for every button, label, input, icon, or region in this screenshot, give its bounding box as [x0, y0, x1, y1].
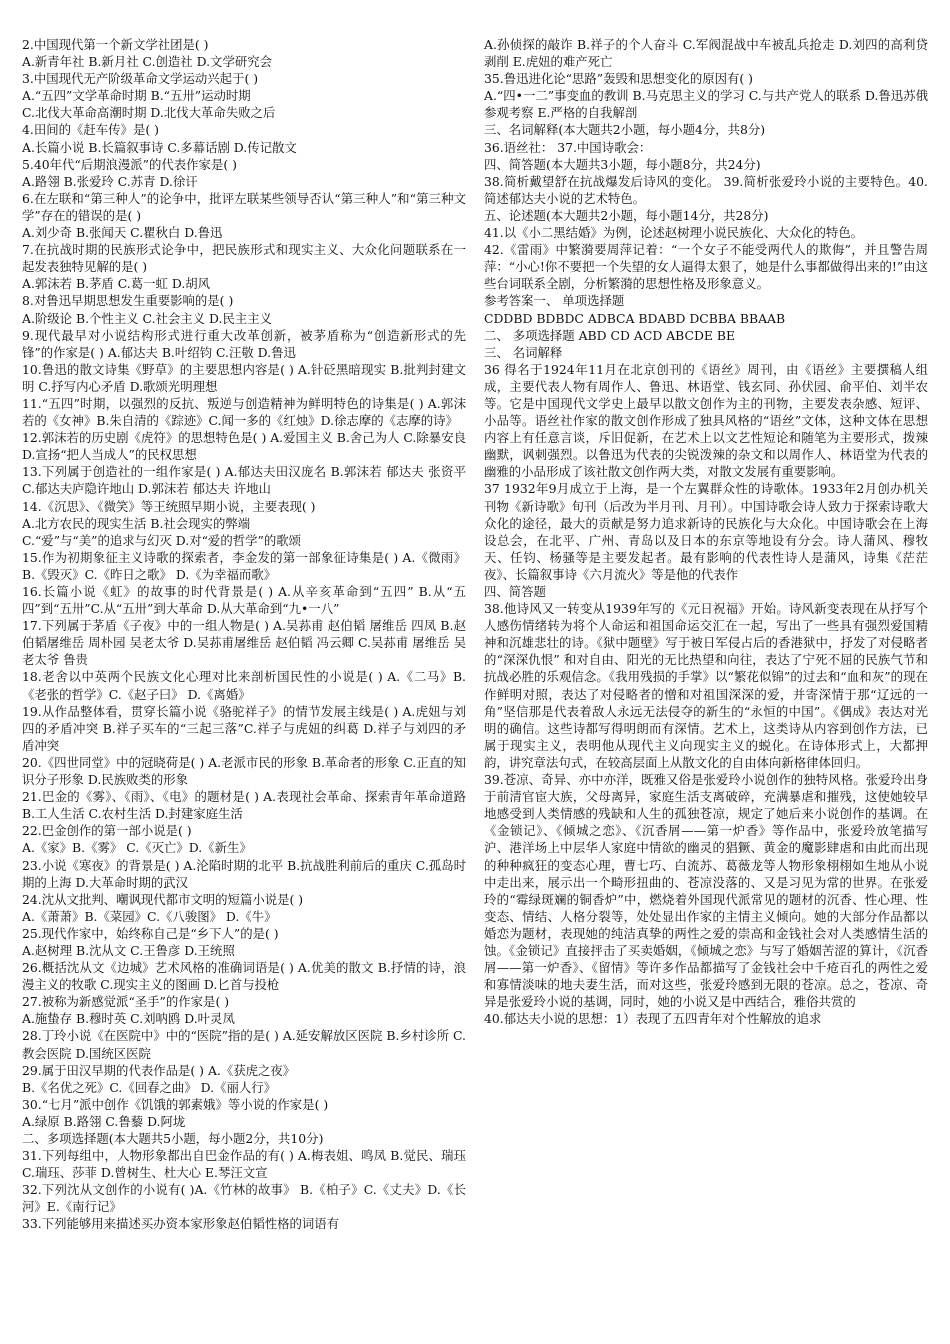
left-column-paragraph: 17.下列属于茅盾《子夜》中的一组人物是( ) A.吴荪甫 赵伯韬 屠维岳 四凤 B.赵伯韬屠维岳 周朴园 吴老太爷 D.吴荪甫屠维岳 赵伯韬 冯云卿 C.吴荪甫 屠维岳 吴老太爷 鲁贵: [22, 618, 466, 668]
right-column-paragraph: 38.简析戴望舒在抗战爆发后诗风的变化。 39.简析张爱玲小说的主要特色。40.简述郁达夫小说的艺术特色。: [484, 173, 928, 206]
left-column-paragraph: 二、多项选择题(本大题共5小题，每小题2分，共10分): [22, 1131, 324, 1146]
right-column-paragraph: 36 得名于1924年11月在北京创刊的《语丝》周刊，由《语丝》主要撰稿人组成，主要代表人物有周作人、鲁迅、林语堂、钱玄同、孙伏园、俞平伯、刘半农等。它是中国现代文学史上最早以散文创作为主的刊物，主要发表杂感、短评、小品等。语丝社作家的散文创作形成了独具风格的“语丝”文体，这种文体在思想内容上有任意言谈，斥旧促新，在艺术上以文艺性短论和随笔为主要形式，拨辣幽默，讽刺强烈。以鲁迅为代表的尖锐泼辣的杂文和以周作人、林语堂为代表的幽雅的小品形成了该社散文创作两大类，对散文发展有重要影响。: [484, 361, 928, 480]
left-column-paragraph: 21.巴金的《雾》、《雨》、《电》的题材是( ) A.表现社会革命、探索青年革命道路 B.工人生活 C.农村生活 D.封建家庭生活: [22, 789, 466, 822]
left-column-paragraph: 33.下列能够用来描述买办资本家形象赵伯韬性格的词语有: [22, 1216, 340, 1232]
left-column-paragraph: C.“爱”与“美”的追求与幻灭 D.对“爱的哲学”的歌颂: [22, 532, 301, 548]
left-column-paragraph: 24.沈从文批判、嘲讽现代都市文明的短篇小说是( ): [22, 891, 304, 907]
right-column: [484, 36, 928, 1336]
left-column-paragraph: A.刘少奇 B.张闻天 C.瞿秋白 D.鲁迅: [22, 225, 223, 241]
left-column-paragraph: A.《家》B.《雾》 C.《灭亡》D.《新生》: [22, 840, 252, 856]
left-column-paragraph: A.郭沫若 B.茅盾 C.葛一虹 D.胡风: [22, 276, 211, 292]
left-column-paragraph: A.《萧萧》B.《菜园》C.《八骏图》 D.《牛》: [22, 908, 277, 924]
right-column-paragraph: 41.以《小二黑结婚》为例，论述赵树理小说民族化、大众化的特色。: [484, 225, 864, 241]
left-column-paragraph: 8.对鲁迅早期思想发生重要影响的是( ): [22, 293, 234, 309]
right-column-paragraph: 36.语丝社： 37.中国诗歌会：: [484, 139, 652, 155]
left-column-paragraph: 12.郭沫若的历史剧《虎符》的思想特色是( ) A.爱国主义 B.舍己为人 C.除暴安良 D.宣扬“把人当成人”的民权思想: [22, 430, 466, 463]
left-column-paragraph: A.新青年社 B.新月社 C.创造社 D.文学研究会: [22, 54, 273, 70]
left-column-paragraph: 15.作为初期象征主义诗歌的探索者，李金发的第一部象征诗集是( ) A.《微雨》B.《毁灭》C.《昨日之歌》 D.《为幸福而歌》: [22, 549, 466, 582]
left-column-paragraph: 5.40年代“后期浪漫派”的代表作家是( ): [22, 156, 237, 172]
right-column-paragraph: 35.鲁迅进化论“思路”轰毁和思想变化的原因有( ): [484, 71, 754, 87]
left-column-paragraph: 13.下列属于创造社的一组作家是( ) A.郁达夫田汉庞名 B.郭沫若 郁达夫 张资平 C.郁达夫庐隐许地山 D.郭沫若 郁达夫 许地山: [22, 464, 466, 497]
right-column-paragraph: 38.他诗风又一转变从1939年写的《元日祝福》开始。诗风新变表现在从抒写个人感伤情绪转为将个人命运和祖国命运交汇在一起，写出了一些具有强烈爱国精神和沉雄悲壮的诗。《狱中题壁》写于被日军侵占后的香港狱中，抒发了对侵略者的“深深仇恨” 和对自由、阳光的无比热望和向往，表达了宁死不屈的民族气节和抗战必胜的乐观信念。《我用残损的手掌》以“繁花似锦”的过去和“血和灰”的现在作鲜明对照，表达了对侵略者的憎和对祖国深深的爱，并寄深情于那“辽远的一角”坚信那是代表着敌人永远无法侵夺的新生的“永恒的中国”。《偶成》表达对光明的确信。这些诗都写得明朗而有深情。艺术上，这类诗从内容到创作方法，已属于现实主义，表明他从现代主义向现实主义的蜕化。在诗体形式上，大都押韵，讲究章法句式，在较高层面上从散文化的自由体向新格律体回归。: [484, 601, 928, 770]
left-column-paragraph: 26.概括沈从文《边城》艺术风格的准确词语是( ) A.优美的散文 B.抒情的诗，浪漫主义的牧歌 C.现实主义的图画 D.匕首与投枪: [22, 960, 466, 993]
left-column-paragraph: 20.《四世同堂》中的冠晓荷是( ) A.老派市民的形象 B.革命者的形象 C.正直的知识分子形象 D.民族败类的形象: [22, 754, 466, 788]
right-column-paragraph: A.孙侦探的敲诈 B.祥子的个人奋斗 C.军阀混战中车被乱兵抢走 D.刘四的高利贷剥削 E.虎妞的难产死亡: [484, 37, 928, 70]
right-column-paragraph: 40.郁达夫小说的思想：1）表现了五四青年对个性解放的追求: [484, 1011, 822, 1027]
right-column-paragraph: 37 1932年9月成立于上海，是一个左翼群众性的诗歌体。1933年2月创办机关刊物《新诗歌》旬刊（后改为半月刊、月刊）。中国诗歌会诗人致力于探索诗歌大众化的途径，最大的贡献是努力追求新诗的民族化与大众化。中国诗歌会在上海设总会，在北平、广州、青岛以及日本的东京等地设有分会。诗人蒲风、穆牧天、任钧、杨骚等是主要发起者。最有影响的代表性诗人是蒲风，诗集《茫茫夜》、长篇叙事诗《六月流火》等是他的代表作: [484, 481, 928, 582]
left-column-paragraph: 6.在左联和“第三种人”的论争中，批评左联某些领导否认“第三种人”和“第三种文学”存在的错误的是( ): [22, 190, 466, 223]
left-column-paragraph: 32.下列沈从文创作的小说有( )A.《竹林的故事》 B.《柏子》C.《丈夫》D.《长河》E.《南行记》: [22, 1182, 466, 1215]
left-column-paragraph: 27.被称为新感觉派“圣手”的作家是( ): [22, 994, 230, 1010]
left-column-paragraph: 23.小说《寒夜》的背景是( ) A.沦陷时期的北平 B.抗战胜利前后的重庆 C.孤岛时期的上海 D.大革命时期的武汉: [22, 857, 466, 890]
left-column-paragraph: 4.田间的《赶车传》是( ): [22, 122, 159, 138]
left-column-paragraph: A.路翎 B.张爱玲 C.苏青 D.徐讦: [22, 173, 198, 189]
left-column-paragraph: 25.现代作家中，始终称自己是“乡下人”的是( ): [22, 925, 279, 941]
left-column-paragraph: A.施蛰存 B.穆时英 C.刘呐鸥 D.叶灵凤: [22, 1011, 235, 1027]
left-column-paragraph: A.北方农民的现实生活 B.社会现实的弊端: [22, 515, 251, 531]
left-column-paragraph: 28.丁玲小说《在医院中》中的“医院”指的是( ) A.延安解放区医院 B.乡村诊所 C.教会医院 D.国统区医院: [22, 1028, 466, 1061]
left-column-paragraph: A.赵树理 B.沈从文 C.王鲁彦 D.王统照: [22, 942, 235, 958]
left-column-paragraph: 29.属于田汉早期的代表作品是( ) A.《获虎之夜》: [22, 1062, 296, 1078]
right-column-paragraph: 四、简答题: [484, 584, 546, 599]
left-column-paragraph: 10.鲁迅的散文诗集《野草》的主要思想内容是( ) A.针砭黑暗现实 B.批判封建文明 C.抒写内心矛盾 D.歌颂光明理想: [22, 361, 466, 394]
left-column-paragraph: 19.从作品整体看，贯穿长篇小说《骆驼祥子》的情节发展主线是( ) A.虎妞与刘四的矛盾冲突 B.祥子买车的“三起三落”C.祥子与虎妞的纠葛 D.祥子与刘四的矛盾冲突: [22, 703, 466, 753]
right-column-paragraph: 参考答案一、 单项选择题: [484, 293, 625, 309]
left-column-paragraph: A.“五四”文学革命时期 B.“五卅”运动时期: [22, 88, 251, 104]
left-column-paragraph: 3.中国现代无产阶级革命文学运动兴起于( ): [22, 71, 259, 87]
left-column-paragraph: 9.现代最早对小说结构形式进行重大改革创新，被茅盾称为“创造新形式的先锋”的作家是( ) A.郁达夫 B.叶绍钧 C.汪敬 D.鲁迅: [22, 327, 466, 360]
left-column-paragraph: 22.巴金创作的第一部小说是( ): [22, 823, 192, 839]
right-column-paragraph: 二、 多项选择题 ABD CD ACD ABCDE BE: [484, 327, 736, 343]
left-column-paragraph: A.长篇小说 B.长篇叙事诗 C.多幕话剧 D.传记散文: [22, 139, 297, 155]
right-column-paragraph: 四、简答题(本大题共3小题，每小题8分，共24分): [484, 156, 761, 172]
right-column-paragraph: 42.《雷雨》中繁漪要周萍记着：“一个女子不能受两代人的欺侮”，并且警告周萍：“小心!你不要把一个失望的女人逼得太狠了，她是什么事都做得出来的!”由这些台词联系全剧，分析繁漪的思想性格及形象意义。: [484, 242, 928, 292]
right-column-paragraph: CDDBD BDBDC ADBCA BDABD DCBBA BBAAB: [484, 310, 786, 326]
right-column-paragraph: 五、论述题(本大题共2小题，每小题14分，共28分): [484, 207, 769, 223]
right-column-paragraph: 三、 名词解释: [484, 344, 563, 360]
right-column-paragraph: 三、名词解释(本大题共2小题，每小题4分，共8分): [484, 122, 766, 138]
left-column-paragraph: C.北伐大革命高潮时期 D.北伐大革命失败之后: [22, 105, 276, 121]
right-column-paragraph: 39.苍凉、奇异、亦中亦洋，既雅又俗是张爱玲小说创作的独特风格。张爱玲出身于前清官宦大族，父母离异，家庭生活支离破碎，充满暴虐和摧残，这使她较早地感受到人类情感的残缺和人生的孤独苍凉，规定了她后来小说创作的基调。在《金锁记》、《倾城之恋》、《沉香屑——第一炉香》等作品中，张爱玲放笔描写沪、港洋场上中层华人家庭中情欲的幽灵的猖獗、黄金的魔影肆虐和由此而出现的种种疯狂的变态心理，曹七巧、白流苏、葛薇龙等人物形象栩栩如生地从小说中走出来，展示出一个畸形扭曲的、苍凉没落的、又是习见为常的世界。在张爱玲的“霉绿斑斓的铜香炉”中，燃烧着外国现代派常见的题材的沉香、性心理、性变态、情结、人格分裂等，处处显出作家的主情主义倾向。她的大部分作品都以婚恋为题材，表现她的纯洁真挚的两性之爱的崇高和金钱社会对人类感情生活的蚀。《金锁记》直接抨击了买卖婚姻，《倾城之恋》与写了婚姻苦涩的算计，《沉香屑——第一炉香》、《留情》等许多作品都描写了金钱社会中千疮百孔的两性之爱和寡情淡味的地夫妻生活，而对这些，张爱玲感到无限的苍凉。总之，苍凉、奇异是张爱玲小说的基调，同时，她的小说又是中西结合，雅俗共赏的: [484, 772, 928, 1010]
left-column-paragraph: 18.老舍以中英两个民族文化心理对比来剖析国民性的小说是( ) A.《二马》B.《老张的哲学》C.《赵子曰》 D.《离婚》: [22, 669, 466, 702]
left-column-paragraph: 7.在抗战时期的民族形式论争中，把民族形式和现实主义、大众化问题联系在一起发表独特见解的是( ): [22, 242, 466, 275]
left-column-paragraph: A.绿原 B.路翎 C.鲁藜 D.阿垅: [22, 1113, 186, 1129]
left-column: [22, 36, 466, 1336]
left-column-paragraph: A.阶级论 B.个性主义 C.社会主义 D.民主主义: [22, 310, 273, 326]
left-column-paragraph: 30.“七月”派中创作《饥饿的郭素娥》等小说的作家是( ): [22, 1096, 329, 1112]
left-column-paragraph: 14.《沉思》、《微笑》等王统照早期小说，主要表现( ): [22, 498, 316, 514]
left-column-paragraph: B.《名优之死》C.《回春之曲》 D.《丽人行》: [22, 1079, 277, 1095]
right-column-paragraph: A.“四•一二”事变血的教训 B.马克思主义的学习 C.与共产党人的联系 D.鲁迅苏俄参观考察 E.严格的自我解剖: [484, 88, 928, 121]
left-column-paragraph: 11.“五四”时期，以强烈的反抗、叛逆与创造精神为鲜明特色的诗集是( ) A.郭沫若的《女神》B.朱自清的《踪迹》C.闻一多的《红烛》D.徐志摩的《志摩的诗》: [22, 395, 466, 429]
left-column-paragraph: 2.中国现代第一个新文学社团是( ): [22, 37, 209, 52]
left-column-paragraph: 31.下列每组中，人物形象都出自巴金作品的有( ) A.梅表姐、鸣凤 B.觉民、瑞珏 C.瑞珏、莎菲 D.曾树生、杜大心 E.琴汪文宣: [22, 1148, 466, 1181]
left-column-paragraph: 16.长篇小说《虹》的故事的时代背景是( ) A.从辛亥革命到“五四” B.从“五四”到“五卅”C.从“五卅”到大革命 D.从大革命到“九•一八”: [22, 584, 466, 617]
